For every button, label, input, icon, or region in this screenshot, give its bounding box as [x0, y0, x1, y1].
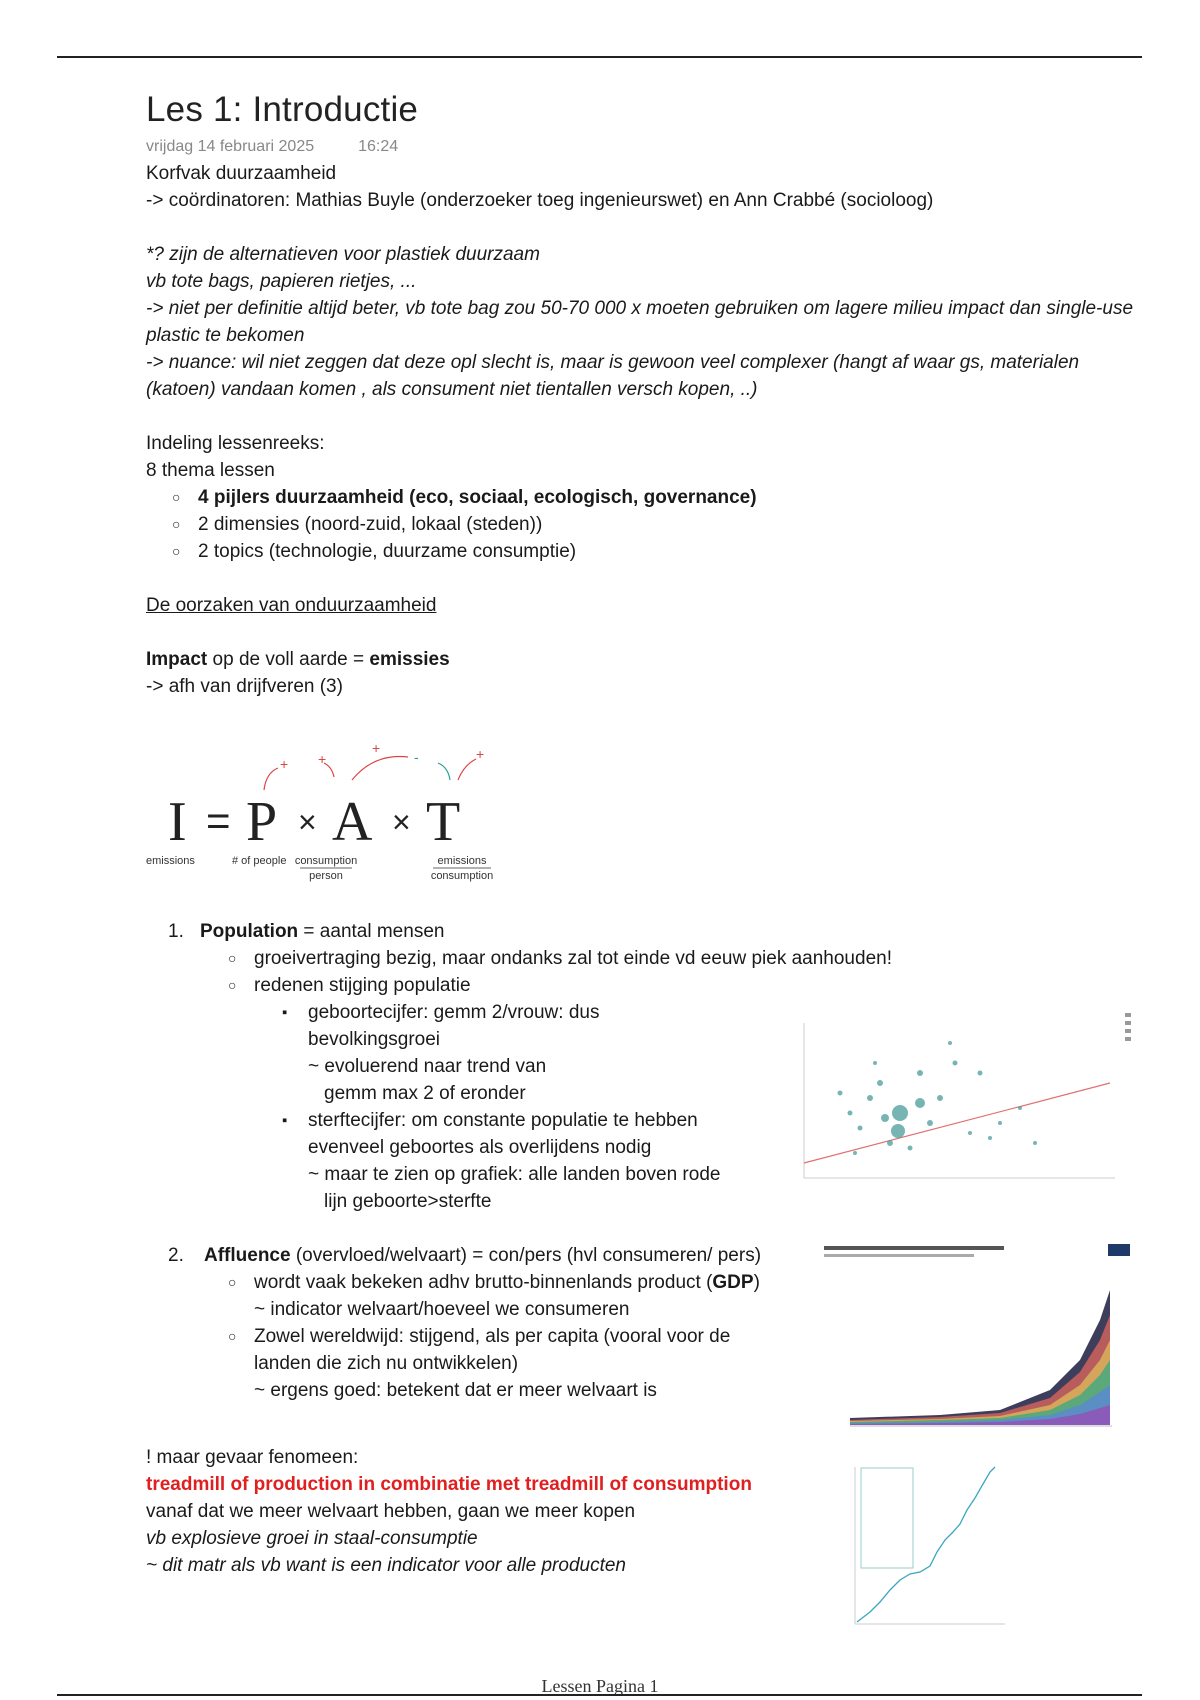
- impact-word: Impact: [146, 649, 208, 670]
- page-footer: Lessen Pagina 1: [541, 1676, 659, 1696]
- birth-line-1: ▪ geboortecijfer: gemm 2/vrouw: dus: [308, 1002, 600, 1023]
- birth-line-3: ~ evoluerend naar trend van: [308, 1056, 547, 1077]
- gevaar-line-4: vb explosieve groei in staal-consumptie: [146, 1528, 478, 1549]
- formula-times-2: ×: [392, 804, 411, 840]
- formula-t: T: [426, 791, 461, 853]
- birth-death-scatter-image: [780, 1003, 1165, 1198]
- bottom-rule: [57, 1694, 1142, 1696]
- intro-line-1: Korfvak duurzaamheid: [146, 163, 337, 184]
- note-date: vrijdag 14 februari 2025: [146, 138, 315, 155]
- list-number: 2.: [168, 1245, 184, 1266]
- population-rest: = aantal mensen: [298, 921, 445, 942]
- list-item: ○ 2 topics (technologie, duurzame consumptie): [172, 538, 1146, 565]
- top-rule: [57, 56, 1142, 58]
- death-line-4: lijn geboorte>sterfte: [324, 1191, 492, 1212]
- label-a-den: person: [309, 870, 343, 882]
- gdp-line-a: wordt vaak bekeken adhv brutto-binnenlands product (: [254, 1272, 713, 1293]
- population-label: Population: [200, 921, 299, 942]
- arrow-p: [264, 768, 278, 790]
- death-line-1: ▪ sterftecijfer: om constante populatie te hebben: [308, 1110, 698, 1131]
- question-example: vb tote bags, papieren rietjes, ...: [146, 271, 417, 292]
- gdp-line-b: ): [753, 1272, 760, 1293]
- gdp-word: GDP: [712, 1272, 754, 1293]
- minus-t: -: [414, 749, 419, 765]
- birth-line-2: bevolkingsgroei: [308, 1029, 441, 1050]
- plus-a-t: +: [372, 740, 381, 756]
- plus-t: +: [476, 746, 485, 762]
- arrow-t-right: [458, 759, 476, 780]
- label-t-num: emissions: [437, 855, 487, 867]
- affluence-rest: (overvloed/welvaart) = con/pers (hvl consumeren/ pers): [290, 1245, 762, 1266]
- growth-line-1: ○ Zowel wereldwijd: stijgend, als per capita (vooral voor de: [254, 1326, 731, 1347]
- formula-a: A: [332, 791, 373, 853]
- gdp-stacked-area-image: [820, 1240, 1150, 1450]
- label-people: # of people: [232, 855, 287, 867]
- death-line-3: ~ maar te zien op grafiek: alle landen boven rode: [308, 1164, 721, 1185]
- growth-line-3: ~ ergens goed: betekent dat er meer welvaart is: [254, 1380, 657, 1401]
- steel-consumption-image: [845, 1462, 1010, 1630]
- impact-rest: op de voll aarde =: [207, 649, 370, 670]
- list-number: 1.: [168, 921, 184, 942]
- emissies-word: emissies: [369, 649, 450, 670]
- list-item: ○ 2 dimensies (noord-zuid, lokaal (steden)): [172, 511, 1146, 538]
- gevaar-line-5: ~ dit matr als vb want is een indicator voor alle producten: [146, 1555, 627, 1576]
- question-line: *? zijn de alternatieven voor plastiek duurzaam: [146, 244, 540, 265]
- page-title: Les 1: Introductie: [146, 90, 419, 129]
- plus-p: +: [280, 756, 289, 772]
- arrow-a-t: [352, 756, 408, 780]
- plus-a-left: +: [318, 751, 327, 767]
- label-emissions: emissions: [146, 855, 195, 867]
- indeling-sub: 8 thema lessen: [146, 460, 275, 481]
- oorzaken-heading: De oorzaken van onduurzaamheid: [146, 595, 437, 616]
- gevaar-line-1: ! maar gevaar fenomeen:: [146, 1447, 359, 1468]
- question-point-1: -> niet per definitie altijd beter, vb tote bag zou 50-70 000 x moeten gebruiken om lagere milieu impact dan single-use plastic te bekomen: [146, 298, 1134, 346]
- formula-i: I: [168, 791, 187, 853]
- ipat-formula-image: [146, 735, 526, 885]
- indeling-heading: Indeling lessenreeks:: [146, 433, 325, 454]
- list-item: ○ groeivertraging bezig, maar ondanks zal tot einde vd eeuw piek aanhouden!: [228, 945, 1146, 972]
- list-item: [228, 972, 1146, 999]
- death-line-2: evenveel geboortes als overlijdens nodig: [308, 1137, 652, 1158]
- indeling-list: [146, 484, 1146, 565]
- question-point-2: -> nuance: wil niet zeggen dat deze opl slecht is, maar is gewoon veel complexer (hangt af waar gs, materialen (katoen) vandaan komen , als consument niet tientallen versch kopen, ..): [146, 352, 1080, 400]
- list-item: ○ 4 pijlers duurzaamheid (eco, sociaal, ecologisch, governance): [172, 484, 1146, 511]
- note-meta: [146, 138, 1146, 156]
- population-sublist: [200, 945, 1146, 999]
- birth-line-4: gemm max 2 of eronder: [324, 1083, 526, 1104]
- formula-eq: =: [206, 797, 231, 844]
- formula-times-1: ×: [298, 804, 317, 840]
- population-sub2: redenen stijging populatie: [254, 975, 471, 996]
- label-a-num: consumption: [294, 855, 358, 867]
- label-t-den: consumption: [430, 870, 494, 882]
- intro-line-2: -> coördinatoren: Mathias Buyle (onderzoeker toeg ingenieurswet) en Ann Crabbé (socioloog): [146, 190, 934, 211]
- treadmill-line: treadmill of production in combinatie met treadmill of consumption: [146, 1474, 752, 1495]
- gevaar-line-3: vanaf dat we meer welvaart hebben, gaan we meer kopen: [146, 1501, 636, 1522]
- note-time: 16:24: [358, 138, 399, 155]
- formula-p: P: [246, 791, 278, 853]
- impact-line: [146, 646, 1146, 673]
- gdp-indicator: ~ indicator welvaart/hoeveel we consumeren: [254, 1299, 630, 1320]
- arrow-t-left: [438, 763, 450, 780]
- affluence-label: Affluence: [204, 1245, 291, 1266]
- growth-line-2: landen die zich nu ontwikkelen): [254, 1353, 519, 1374]
- afh-line: -> afh van drijfveren (3): [146, 676, 343, 697]
